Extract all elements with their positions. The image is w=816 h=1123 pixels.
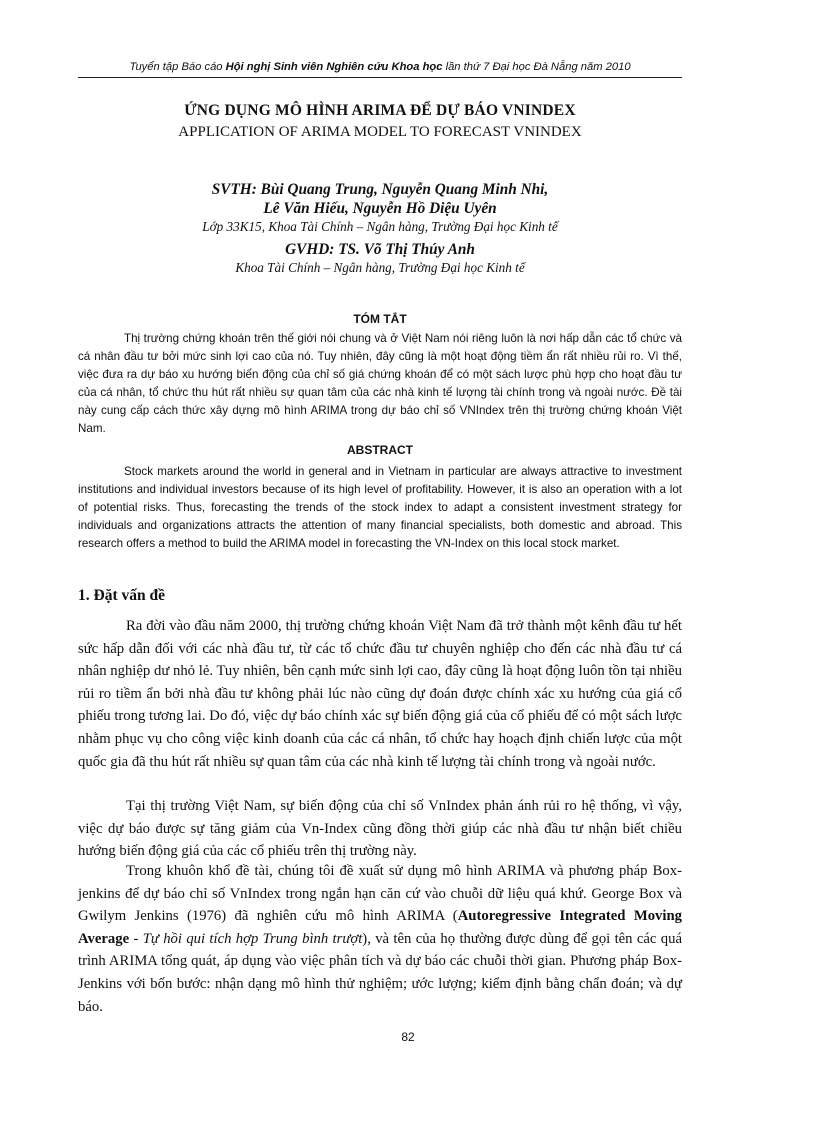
title-block [78, 101, 682, 142]
running-header [78, 60, 682, 78]
students-line-2: Lê Văn Hiếu, Nguyễn Hồ Diệu Uyên [263, 200, 497, 217]
body-paragraph-3 [78, 860, 682, 1018]
body-paragraph-1: Ra đời vào đầu năm 2000, thị trường chứng khoán Việt Nam đã trở thành một kênh đầu tư hết sức hấp dẫn đối với các nhà đầu tư, từ các tổ chức đầu tư chuyên nghiệp cho đến các nhà đầu tư cá nhân nghiệp dư nhỏ lẻ. Tuy nhiên, bên cạnh mức sinh lợi cao, đây cũng là hoạt động luôn tồn tại nhiều rủi ro tiềm ẩn bởi nhà đầu tư không phải lúc nào cũng dự đoán được chính xác xu hướng của giá cổ phiếu trong tương lai. Do đó, việc dự báo chính xác sự biến động giá của cổ phiếu để có một sách lược nhằm phục vụ cho công việc kinh doanh của các cá nhân, tổ chức hay hoạch định chiến lược của một quốc gia đã thu hút rất nhiều sự quan tâm của các nhà kinh tế lượng tài chính trong và ngoài nước. [78, 618, 682, 770]
title-vietnamese: ỨNG DỤNG MÔ HÌNH ARIMA ĐỂ DỰ BÁO VNINDEX [184, 102, 576, 119]
paragraph-3-dash: - [129, 930, 143, 947]
tom-tat-heading: TÓM TẮT [353, 312, 407, 326]
supervisor-affiliation: Khoa Tài Chính – Ngân hàng, Trường Đại học Kinh tế [235, 260, 525, 275]
running-header-post: lần thứ 7 Đại học Đà Nẵng năm 2010 [442, 61, 631, 73]
abstract-text: Stock markets around the world in general and in Vietnam in particular are always attractive to investment institutions and individual investors because of its high level of profitability. However, it is also an operation with a lot of potential risks. Thus, forecasting the trends of the stock index to adapt a consistent investment strategy for individuals and organizations attracts the attention of many financial specialists, both domestic and abroad. This research offers a method to build the ARIMA model in forecasting the VN-Index on this local stock market. [78, 465, 682, 550]
students-affiliation: Lớp 33K15, Khoa Tài Chính – Ngân hàng, Trường Đại học Kinh tế [202, 219, 558, 234]
body-paragraph-2: Tại thị trường Việt Nam, sự biến động của chỉ số VnIndex phản ánh rủi ro hệ thống, vì vậy, việc dự báo được sự tăng giảm của Vn-Index cũng đồng thời giúp các nhà đầu tư nhận biết chiều hướng biến động giá của các cổ phiếu trên thị trường này. [78, 798, 682, 860]
tom-tat-text: Thị trường chứng khoán trên thế giới nói chung và ở Việt Nam nói riêng luôn là nơi hấp dẫn các tổ chức và cá nhân đầu tư bởi mức sinh lợi cao của nó. Tuy nhiên, đây cũng là một hoạt động tiềm ẩn rất nhiều rủi ro. Vì thế, việc đưa ra dự báo xu hướng biến động của chỉ số giá chứng khoán để có một sách lược phù hợp cho hoạt đầu tư của cá nhân, tổ chức thu hút rất nhiều sự quan tâm của các nhà kinh tế lượng tài chính trong và ngoài nước. Đề tài này cung cấp cách thức xây dựng mô hình ARIMA trong dự báo chỉ số VNIndex trên thị trường chứng khoán Việt Nam. [78, 332, 682, 435]
section-heading: 1. Đặt vấn đề [78, 587, 165, 604]
abstract-heading: ABSTRACT [347, 443, 413, 457]
supervisor: GVHD: TS. Võ Thị Thúy Anh [285, 241, 475, 258]
students-line-1: SVTH: Bùi Quang Trung, Nguyễn Quang Minh Nhi, [211, 181, 549, 198]
paragraph-3-text-b: ), và tên của họ thường được dùng để gọi tên các quá trình ARIMA tổng quát, áp dụng vào việc phân tích và dự báo các chuỗi thời gian. Phương pháp Box-Jenkins với bốn bước: nhận dạng mô hình thử nghiệm; ước lượng; kiểm định bằng chẩn đoán; và dự báo. [78, 930, 682, 1015]
running-header-conference: Hội nghị Sinh viên Nghiên cứu Khoa học [225, 61, 443, 73]
paragraph-3-text-a: Trong khuôn khổ đề tài, chúng tôi đề xuất sử dụng mô hình ARIMA và phương pháp Box-jenkins để dự báo chỉ số VnIndex trong ngắn hạn căn cứ vào chuỗi dữ liệu quá khứ. George Box và Gwilym Jenkins (1976) đã nghiên cứu mô hình ARIMA ( [78, 863, 682, 925]
page-number: 82 [401, 1030, 415, 1044]
running-header-pre: Tuyển tập Báo cáo [129, 61, 226, 73]
arima-term: Autoregressive Integrated Moving Average [78, 908, 682, 947]
author-block [78, 180, 682, 277]
arima-term-vietnamese: Tự hồi qui tích hợp Trung bình trượt [142, 930, 363, 947]
title-english: APPLICATION OF ARIMA MODEL TO FORECAST VNINDEX [178, 124, 582, 140]
